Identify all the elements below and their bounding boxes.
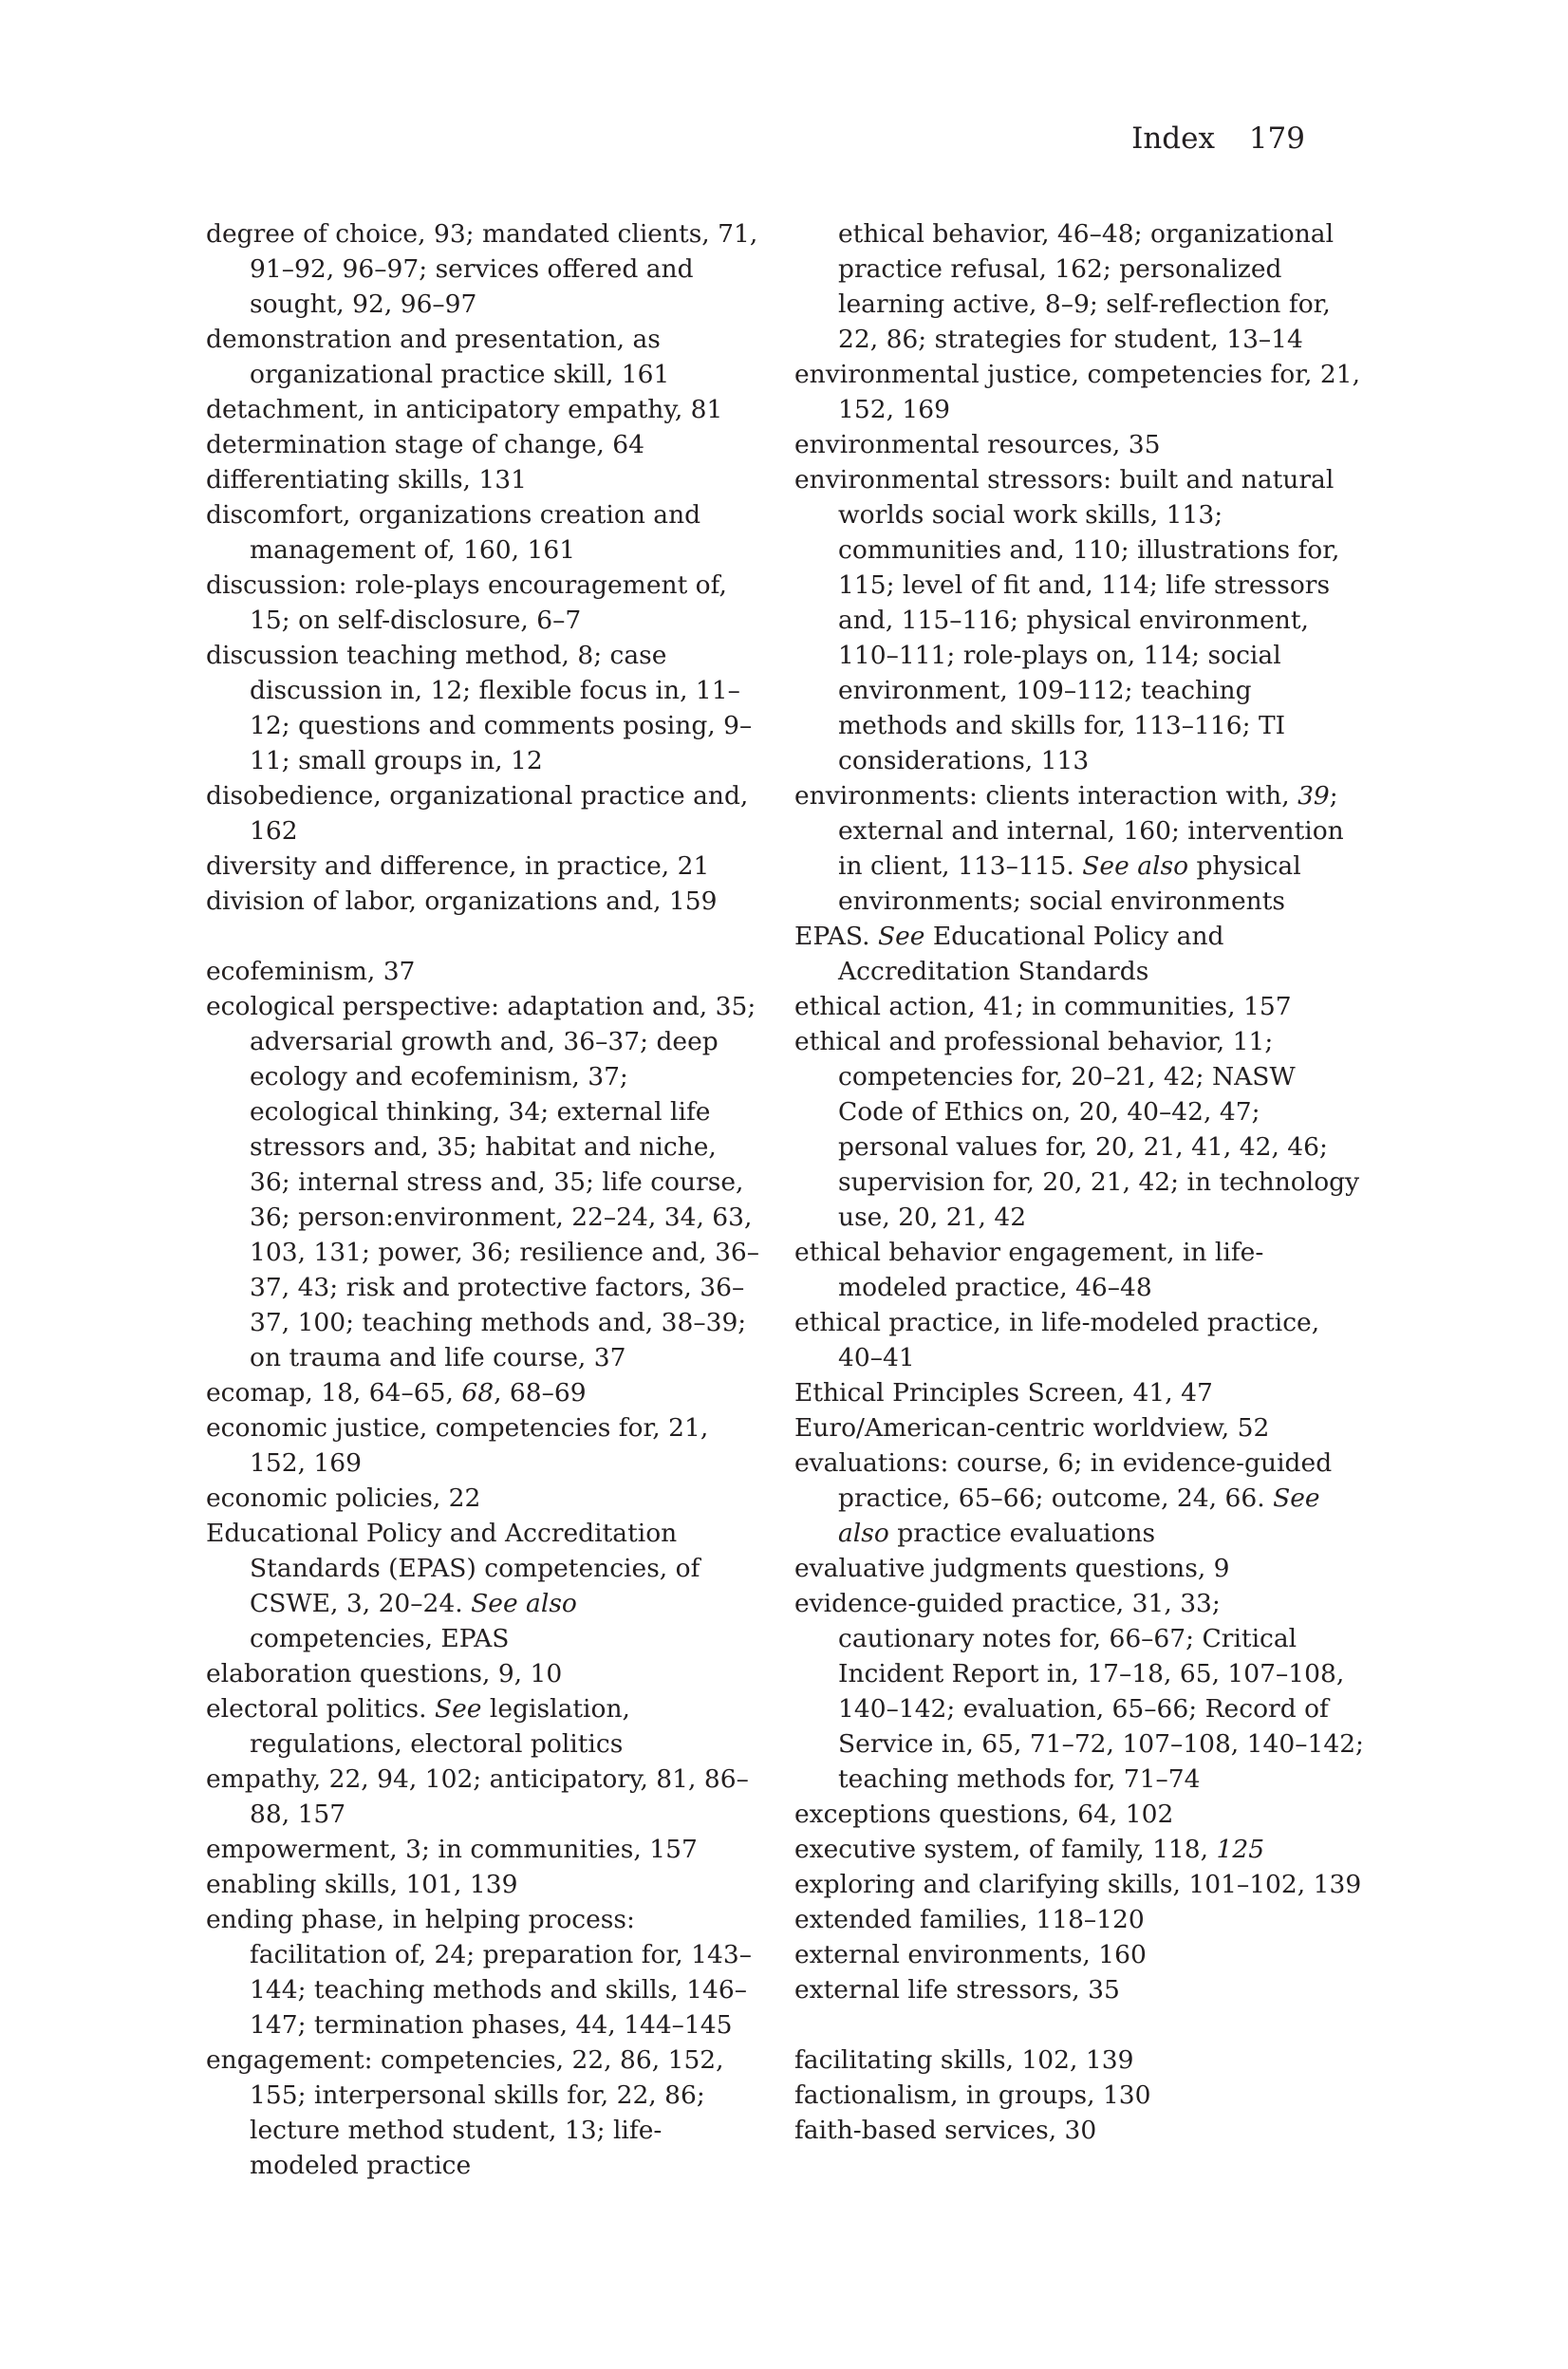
index-entry-text: economic justice, competencies for, 21, 152, 169	[206, 1413, 709, 1478]
index-entry	[206, 1481, 761, 1516]
index-entry-text: ethical practice, in life-modeled practice, 40–41	[794, 1308, 1320, 1372]
index-entry-text: evidence-guided practice, 31, 33; cautionary notes for, 66–67; Critical Incident Report in, 17–18, 65, 107–108, 140–142; evaluation, 65–66; Record of Service in, 65, 71–72, 107–108, 140–142; teaching methods for, 71–74	[794, 1589, 1364, 1794]
index-entry-text: environmental stressors: built and natural worlds social work skills, 113; communities and, 110; illustrations for, 115; level of fit and, 114; life stressors and, 115–116; physical environment, 110–111; role-plays on, 114; social environment, 109–112; teaching methods and skills for, 113–116; TI considerations, 113	[794, 465, 1340, 775]
index-entry-text: ; external and internal, 160; intervention in client, 113–115.	[838, 781, 1344, 881]
index-entry	[794, 1024, 1364, 1235]
index-entry	[206, 954, 761, 989]
index-entry	[794, 462, 1364, 778]
index-entry	[206, 497, 761, 568]
index-entry	[206, 1375, 761, 1410]
index-entry-text: exploring and clarifying skills, 101–102, 139	[794, 1870, 1362, 1899]
index-entry	[794, 1797, 1364, 1832]
index-entry	[794, 989, 1364, 1024]
index-entry	[794, 357, 1364, 427]
index-entry-text: environmental resources, 35	[794, 430, 1161, 459]
index-entry-text: EPAS.	[794, 922, 878, 951]
index-entry	[206, 322, 761, 392]
index-entry-text: Euro/American-centric worldview, 52	[794, 1413, 1270, 1443]
index-entry-text: exceptions questions, 64, 102	[794, 1800, 1174, 1829]
index-entry	[206, 989, 761, 1375]
letter-section-gap	[794, 2007, 1364, 2043]
index-entry	[206, 1867, 761, 1902]
index-entry	[206, 1656, 761, 1691]
index-entry-text: ending phase, in helping process: facilitation of, 24; preparation for, 143–144; teaching methods and skills, 146–147; termination phases, 44, 144–145	[206, 1905, 752, 2040]
running-head-title: Index	[1131, 121, 1215, 156]
index-entry	[794, 1551, 1364, 1586]
index-entry-italic: See also	[838, 1483, 1320, 1548]
index-entry-text: ethical action, 41; in communities, 157	[794, 992, 1292, 1021]
index-entry-text: Educational Policy and Accreditation Standards	[838, 922, 1224, 986]
index-entry	[206, 462, 761, 497]
index-entry	[794, 1937, 1364, 1972]
index-entry-italic: 68	[461, 1378, 495, 1408]
index-entry-text: elaboration questions, 9, 10	[206, 1659, 563, 1688]
index-entry-text: division of labor, organizations and, 159	[206, 886, 718, 916]
index-entry	[206, 1516, 761, 1656]
index-entry-text: degree of choice, 93; mandated clients, 71, 91–92, 96–97; services offered and sought, 92, 96–97	[206, 219, 758, 319]
index-entry	[206, 568, 761, 638]
index-entry	[794, 778, 1364, 919]
index-entry	[206, 216, 761, 322]
index-entry	[206, 1832, 761, 1867]
index-entry-italic: See also	[1082, 851, 1189, 881]
index-entry-text: discussion teaching method, 8; case discussion in, 12; flexible focus in, 11–12; questions and comments posing, 9–11; small groups in, 12	[206, 641, 753, 775]
index-entry-italic: See also	[471, 1589, 577, 1618]
index-entry-text: legislation, regulations, electoral politics	[250, 1694, 630, 1759]
index-entry	[794, 1832, 1364, 1867]
index-entry-text: evaluative judgments questions, 9	[794, 1554, 1230, 1583]
index-entry-text: environments: clients interaction with,	[794, 781, 1298, 811]
index-entry-italic: 125	[1216, 1835, 1265, 1864]
index-column-left	[206, 216, 761, 2183]
index-entry	[794, 1902, 1364, 1937]
index-entry-text: detachment, in anticipatory empathy, 81	[206, 395, 723, 424]
index-entry	[206, 884, 761, 919]
index-entry	[206, 1902, 761, 2043]
index-entry-italic: See	[434, 1694, 482, 1724]
index-entry-text: executive system, of family, 118,	[794, 1835, 1217, 1864]
index-entry-text: enabling skills, 101, 139	[206, 1870, 518, 1899]
index-entry-text: demonstration and presentation, as organizational practice skill, 161	[206, 325, 670, 389]
index-entry	[206, 2043, 761, 2183]
index-entry-text: ethical behavior engagement, in life-modeled practice, 46–48	[794, 1238, 1264, 1302]
index-entry-text: empathy, 22, 94, 102; anticipatory, 81, 86–88, 157	[206, 1764, 749, 1829]
index-entry	[794, 1235, 1364, 1305]
index-entry	[794, 1446, 1364, 1551]
index-entry-text: faith-based services, 30	[794, 2116, 1097, 2145]
index-entry-text: empowerment, 3; in communities, 157	[206, 1835, 698, 1864]
index-entry	[206, 1410, 761, 1481]
index-entry-text: external environments, 160	[794, 1940, 1147, 1969]
index-entry	[794, 2113, 1364, 2148]
index-entry-text: facilitating skills, 102, 139	[794, 2045, 1134, 2075]
index-entry-text: physical environments; social environments	[838, 851, 1301, 916]
index-entry-text: environmental justice, competencies for, 21, 152, 169	[794, 360, 1360, 424]
index-entry-text: disobedience, organizational practice and, 162	[206, 781, 749, 846]
index-entry-text: Ethical Principles Screen, 41, 47	[794, 1378, 1213, 1408]
index-entry-text: factionalism, in groups, 130	[794, 2080, 1151, 2110]
index-entry-text: competencies, EPAS	[250, 1624, 510, 1653]
index-entry-text: discussion: role-plays encouragement of, 15; on self-disclosure, 6–7	[206, 570, 727, 635]
index-entry-text: ethical and professional behavior, 11; competencies for, 20–21, 42; NASW Code of Ethics on, 20, 40–42, 47; personal values for, 20, 21, 41, 42, 46; supervision for, 20, 21, 42; in technology use, 20, 21, 42	[794, 1027, 1360, 1232]
index-entry	[206, 778, 761, 849]
letter-section-gap	[206, 919, 761, 954]
index-entry-text: evaluations: course, 6; in evidence-guided practice, 65–66; outcome, 24, 66.	[794, 1448, 1333, 1513]
index-entry-italic: See	[877, 922, 925, 951]
index-entry-text: differentiating skills, 131	[206, 465, 527, 494]
index-column-right	[794, 216, 1364, 2148]
index-entry-text: discomfort, organizations creation and management of, 160, 161	[206, 500, 701, 565]
index-entry	[206, 392, 761, 427]
index-entry	[206, 1762, 761, 1832]
index-entry	[794, 1375, 1364, 1410]
index-entry-text: electoral politics.	[206, 1694, 435, 1724]
index-entry	[206, 849, 761, 884]
index-entry-text: practice evaluations	[888, 1519, 1156, 1548]
index-entry	[794, 1410, 1364, 1446]
index-entry-italic: 39	[1297, 781, 1330, 811]
index-entry-text: economic policies, 22	[206, 1483, 481, 1513]
index-entry-text: ecofeminism, 37	[206, 957, 416, 986]
index-entry	[794, 427, 1364, 462]
index-entry	[794, 919, 1364, 989]
index-entry-text: ecological perspective: adaptation and, 35; adversarial growth and, 36–37; deep ecology and ecofeminism, 37; ecological thinking, 34; external life stressors and, 35; habitat and niche, 36; internal stress and, 35; life course, 36; person:environment, 22–24, 34, 63, 103, 131; power, 36; resilience and, 36–37, 43; risk and protective factors, 36–37, 100; teaching methods and, 38–39; on trauma and life course, 37	[206, 992, 760, 1372]
index-entry-text: extended families, 118–120	[794, 1905, 1145, 1934]
index-entry-text: external life stressors, 35	[794, 1975, 1120, 2005]
index-entry	[794, 2078, 1364, 2113]
index-entry	[206, 638, 761, 778]
index-entry	[206, 427, 761, 462]
running-header	[1131, 121, 1305, 156]
index-entry-text: determination stage of change, 64	[206, 430, 644, 459]
index-entry-text: , 68–69	[494, 1378, 587, 1408]
index-entry	[206, 1691, 761, 1762]
index-entry	[794, 1586, 1364, 1797]
index-entry	[794, 1305, 1364, 1375]
index-entry	[794, 2043, 1364, 2078]
index-entry-text: diversity and difference, in practice, 21	[206, 851, 710, 881]
index-entry-text: ecomap, 18, 64–65,	[206, 1378, 462, 1408]
index-entry-text: Educational Policy and Accreditation Standards (EPAS) competencies, of CSWE, 3, 20–24.	[206, 1519, 700, 1618]
index-entry-continued	[794, 216, 1364, 357]
index-entry-text: ethical behavior, 46–48; organizational practice refusal, 162; personalized learning active, 8–9; self-reflection for, 22, 86; strategies for student, 13–14	[838, 219, 1335, 354]
index-entry-text: engagement: competencies, 22, 86, 152, 155; interpersonal skills for, 22, 86; lecture method student, 13; life-modeled practice	[206, 2045, 724, 2180]
index-entry	[794, 1972, 1364, 2007]
page-number: 179	[1248, 121, 1305, 156]
index-entry	[794, 1867, 1364, 1902]
